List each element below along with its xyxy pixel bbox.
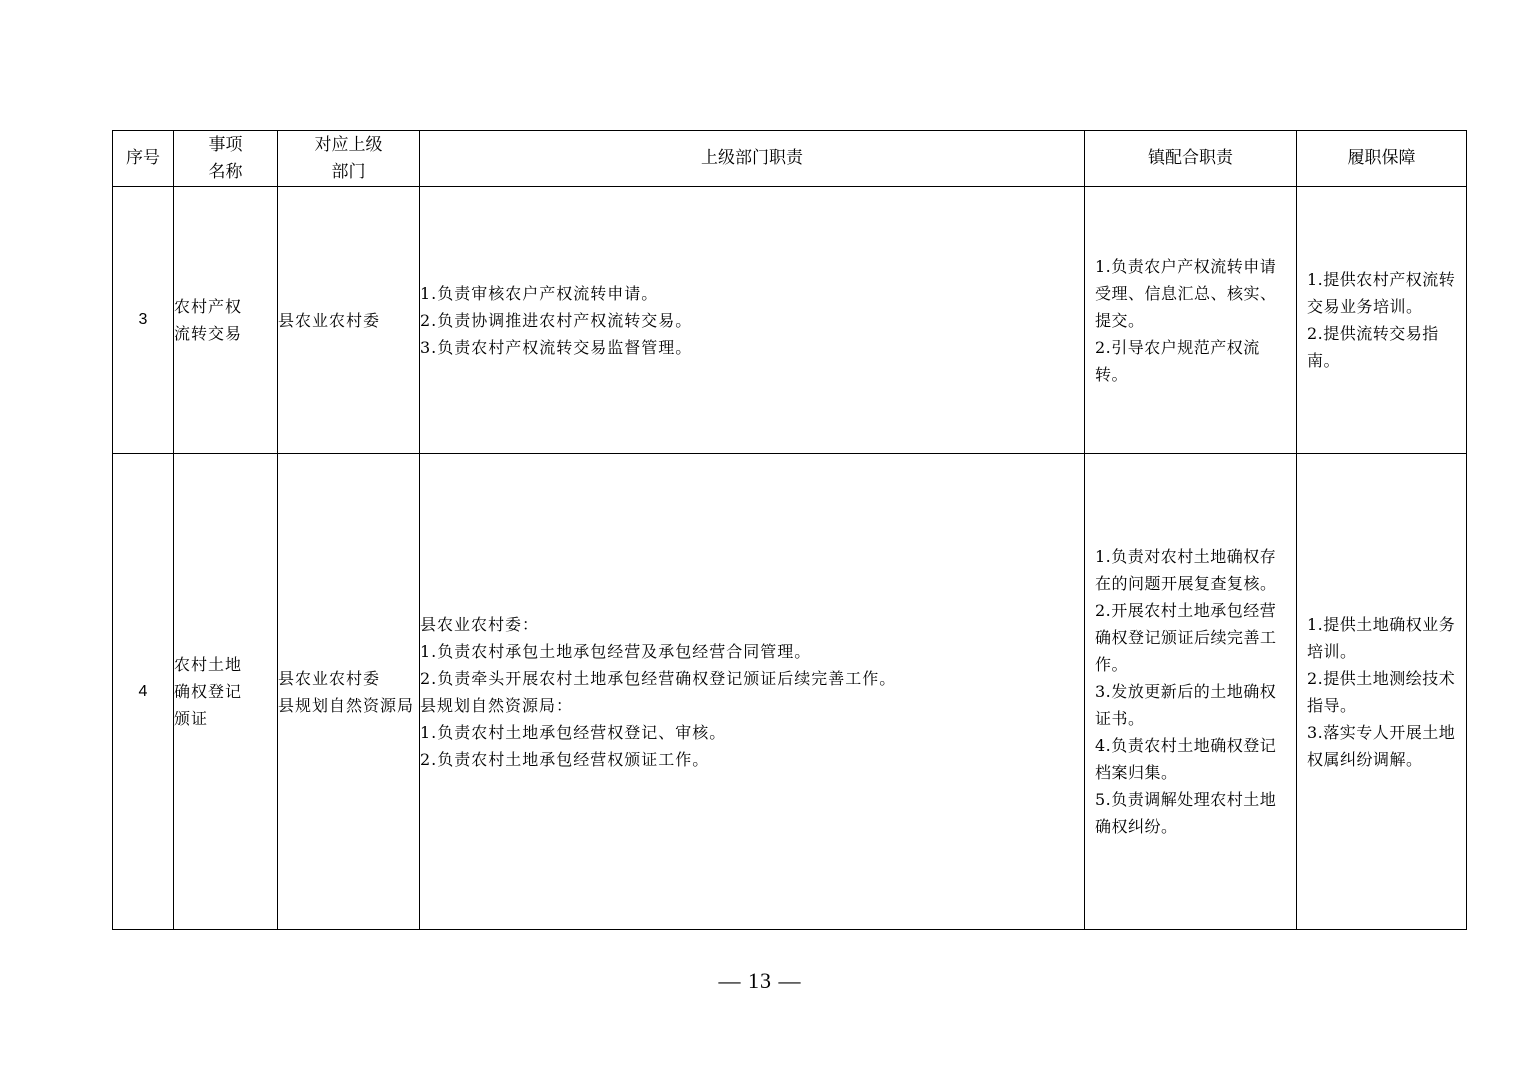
header-upper-dept-line: 部门: [331, 161, 366, 182]
cell-line: 县农业农村委: [278, 310, 381, 330]
cell-guarantee: [1297, 187, 1467, 454]
header-item-name-line: 事项: [208, 134, 243, 155]
cell-upper-dept: [278, 187, 420, 454]
cell-item-name: [174, 454, 278, 930]
header-seq: 序号: [113, 131, 174, 187]
cell-line: 县规划自然资源局: [278, 695, 415, 715]
header-town-duty: 镇配合职责: [1085, 131, 1297, 187]
cell-line: 4.负责农村土地确权登记档案归集。: [1095, 736, 1277, 782]
cell-line: 2.负责农村土地承包经营权颁证工作。: [420, 749, 710, 769]
header-upper-dept: [278, 131, 420, 187]
cell-line: 1.提供土地确权业务培训。: [1307, 614, 1456, 661]
header-item-name: [174, 131, 278, 187]
cell-line: 3.落实专人开展土地权属纠纷调解。: [1307, 722, 1456, 769]
cell-line: 2.提供土地测绘技术指导。: [1307, 668, 1456, 715]
table-row: [113, 454, 1467, 930]
cell-line: 县农业农村委：: [420, 614, 540, 634]
cell-line: 1.负责对农村土地确权存在的问题开展复查复核。: [1095, 547, 1277, 593]
cell-seq: 4: [113, 454, 174, 930]
cell-line: 流转交易: [174, 324, 243, 343]
cell-town-duty: [1085, 454, 1297, 930]
cell-line: 确权登记: [174, 682, 243, 701]
cell-line: 1.负责农村承包土地承包经营及承包经营合同管理。: [420, 641, 812, 661]
cell-line: 3.负责农村产权流转交易监督管理。: [420, 337, 693, 357]
table-row: [113, 187, 1467, 454]
cell-line: 1.负责农村土地承包经营权登记、审核。: [420, 722, 727, 742]
cell-line: 1.负责农户产权流转申请受理、信息汇总、核实、提交。: [1095, 256, 1277, 330]
cell-line: 颁证: [174, 709, 209, 728]
cell-line: 3.发放更新后的土地确权证书。: [1095, 682, 1277, 728]
cell-upper-duty: [420, 454, 1085, 930]
header-upper-dept-line: 对应上级: [314, 134, 383, 155]
cell-seq: 3: [113, 187, 174, 454]
duty-table: [112, 130, 1467, 930]
cell-line: 2.提供流转交易指南。: [1307, 324, 1439, 370]
cell-line: 县农业农村委: [278, 668, 381, 688]
header-guarantee: 履职保障: [1297, 131, 1467, 187]
cell-item-name: [174, 187, 278, 454]
cell-line: 2.负责协调推进农村产权流转交易。: [420, 310, 693, 330]
cell-upper-duty: [420, 187, 1085, 454]
header-row: [113, 131, 1467, 187]
cell-line: 5.负责调解处理农村土地确权纠纷。: [1095, 790, 1277, 836]
cell-line: 2.引导农户规范产权流转。: [1095, 337, 1260, 384]
cell-line: 县规划自然资源局：: [420, 695, 574, 715]
cell-line: 1.提供农村产权流转交易业务培训。: [1307, 270, 1456, 316]
page-number: — 13 —: [718, 968, 802, 993]
cell-line: 农村产权: [174, 297, 243, 316]
cell-guarantee: [1297, 454, 1467, 930]
cell-town-duty: [1085, 187, 1297, 454]
cell-line: 1.负责审核农户产权流转申请。: [420, 283, 659, 303]
cell-upper-dept: [278, 454, 420, 930]
cell-line: 农村土地: [174, 655, 243, 674]
header-upper-duty: 上级部门职责: [420, 131, 1085, 187]
cell-line: 2.负责牵头开展农村土地承包经营确权登记颁证后续完善工作。: [420, 668, 897, 688]
header-item-name-line: 名称: [208, 161, 243, 182]
cell-line: 2.开展农村土地承包经营确权登记颁证后续完善工作。: [1095, 601, 1277, 674]
